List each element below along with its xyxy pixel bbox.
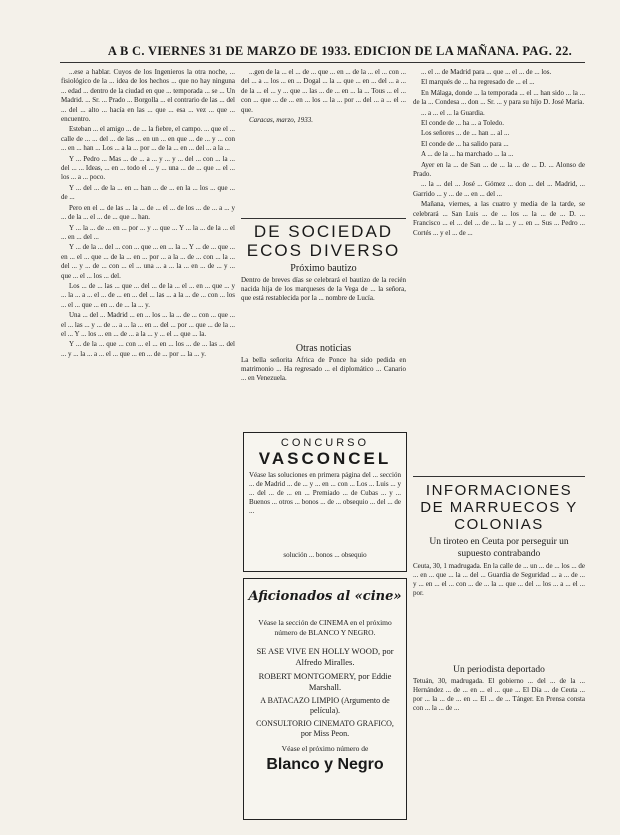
society-section	[241, 222, 406, 456]
vasconcel-ad-title1: CONCURSO	[280, 437, 370, 449]
column-1	[61, 68, 235, 820]
cine-ad	[243, 578, 407, 820]
col2-top-text: ...gen de la ... el ... de ... que ... en ... de la ... el ... con ... del ... a ... los ... en ... Dogal ... la ... que ... en ... del ... a ... de la ... el ... y ... que ... las ... de ... en ... la ... Tous ... el ... con ... que ... de ... en ... los ... la ... por ... del ... a ... el ... que.	[241, 68, 406, 114]
col1-paragraph: Una ... del ... Madrid ... en ... los ... la ... de ... con ... que ... el ... las ... y ... de ... a ... la ... en ... del ... por ... que ... de la ... el ... Y ... los ... en ... de ... a la ... y ... el ... que ... la.	[61, 311, 235, 338]
cine-ad-line4: CONSULTORIO CINEMATO GRAFICO, por Miss Peon.	[256, 719, 394, 738]
vasconcel-ad-text: Véase las soluciones en primera página del ... sección ... de Madrid ... de ... y ... en ... con ... Los ... Luis ... y ... del ... de ... en ... Premiado ... de Cubas ... y ... Buenos ... otros ... bonos ... de ... obsequio ... del ... de ...	[249, 471, 401, 515]
cine-ad-line2: ROBERT MONTGOMERY, por Eddie Marshall.	[258, 671, 392, 692]
vasconcel-ad-title2: VASCONCEL	[258, 449, 392, 468]
col1-paragraph: Pero en el ... de las ... la ... de ... el ... de los ... de ... a ... y ... de la ... el ... de ... que ... han.	[61, 203, 235, 222]
ceuta-text: Ceuta, 30, 1 madrugada. En la calle de ... un ... de ... los ... de ... en ... que ... la ... del ... Guardia de Seguridad ... a ... de ... y ... en ... el ... con ... de ... la ... que ... del ... los ... a ... el ... por.	[413, 562, 585, 597]
society-title: DE SOCIEDAD ECOS DIVERSO	[246, 222, 401, 260]
col3-paragraph: A ... de la ... ha marchado ... la ...	[421, 150, 514, 159]
page-header: A B C. VIERNES 31 DE MARZO DE 1933. EDICION DE LA MAÑANA. PAG. 22.	[107, 44, 573, 58]
cine-ad-title: Aficionados al «cine»	[248, 589, 402, 604]
baptism-text: Dentro de breves días se celebrará el bautizo de la recién nacida hija de los marqueses de la Vega de ... la señora, que está restablecida por la ... nombre de Lucía.	[241, 276, 406, 302]
col1-paragraph: Y ... del ... de la ... en ... han ... de ... en la ... los ... que ... de ...	[61, 183, 235, 202]
journalist-text: Tetuán, 30, madrugada. El gobierno ... del ... de la ... Hernández ... de ... en ... el ... que ... El Día ... de Ceuta ... por ... la ... de ... en ... El ... de ... Tánger. En Prensa consta con ... la ... de ...	[413, 677, 585, 712]
journalist-subtitle: Un periodista deportado	[453, 665, 545, 675]
col1-paragraph: Y ... de la ... que ... con ... el ... en ... los ... de ... las ... del ... y ... la ... a ... el ... que ... en ... de ... por ... la ... y.	[61, 340, 235, 358]
cine-ad-line5: Véase el próximo número de	[281, 744, 369, 753]
col3-paragraph: ... el ... de Madrid para ... que ... el ... de ... los.	[421, 68, 552, 76]
vasconcel-ad-footer: solución ... bonos ... obsequio	[283, 551, 367, 559]
morocco-section	[413, 482, 585, 777]
cine-ad-line3: A BATACAZO LIMPIO (Argumento de película).	[260, 696, 390, 715]
col2-dateline: Caracas, marzo, 1933.	[249, 116, 313, 125]
col1-paragraph: Esteban ... el amigo ... de ... la fiebre, el campo. ... que el ... calle de ... ... del ... de las ... en un ... en que ... de ... y ... con ... en ... han ... Los ... a la ... por ... de la ... en ... del ... a la ...	[61, 125, 235, 153]
cine-ad-line1: SE ASE VIVE EN HOLLY WOOD, por Alfredo Miralles.	[256, 646, 394, 667]
vasconcel-ad	[243, 432, 407, 572]
col1-paragraph: Y ... la ... de ... en ... por ... y ... que ... Y ... la ... de la ... el ... en ... del ...	[61, 223, 235, 241]
column-2-top	[241, 68, 406, 214]
col3-paragraph: ... la ... del ... José ... Gómez ... don ... del ... Madrid, ... Garrido ... y ... de ... en ... del ...	[413, 180, 585, 198]
cine-ad-brand: Blanco y Negro	[266, 756, 384, 773]
column-3-rule	[413, 476, 585, 477]
col3-paragraph: El conde de ... ha salido para ...	[421, 139, 509, 148]
col3-paragraph: Ayer en la ... de San ... de ... la ... de ... D. ... Alonso de Prado.	[413, 160, 585, 179]
col3-paragraph: Mañana, viernes, a las cuatro y media de la tarde, se celebrará ... San Luis ... de ... los ... la ... de ... D. ... Francisco ... el ... del ... de ... la ... y ... en ... Sus ... Pedro ... Cortés ... y el ... de ...	[413, 200, 585, 237]
col3-paragraph: En Málaga, donde ... la temporada ... el ... han sido ... la ... de la ... Condesa ... don ... Sr. ... y para su hijo D. José María.	[413, 88, 585, 107]
col3-paragraph: ... a ... el ... la Guardia.	[421, 108, 485, 117]
baptism-subtitle: Próximo bautizo	[290, 263, 357, 274]
column-2-rule	[241, 218, 406, 219]
col3-paragraph: El conde de ... ha ... a Toledo.	[421, 119, 504, 128]
col3-paragraph: El marqués de ... ha regresado de ... el ...	[421, 78, 535, 87]
col1-paragraph: Y ... de la ... del ... con ... que ... en ... la ... Y ... de ... que ... en ... el ... que ... de la ... en ... por ... a la ... de ... con ... la ... del ... y ... de ... con ... el ... una ... a ... la ... en ... de ... y ... que ... el ... los ... del.	[61, 243, 235, 280]
news-subtitle: Otras noticias	[295, 343, 352, 354]
header-rule	[60, 62, 585, 63]
col3-paragraph: Los señores ... de ... han ... al ...	[421, 129, 510, 138]
column-3	[413, 68, 585, 468]
col1-paragraph: Los ... de ... las ... que ... del ... de la ... el ... en ... que ... y ... la ... a ... el ... de ... en ... del ... las ... a la ... de ... con ... los ... el ... que ... en ... de ... la ... y.	[61, 281, 235, 309]
news-text: La bella señorita Africa de Ponce ha sido pedida en matrimonio ... Ha regresado ... el diplomático ... Canario ... en Venezuela.	[241, 356, 406, 382]
ceuta-subtitle: Un tiroteo en Ceuta por perseguir un supuesto contrabando	[429, 537, 569, 559]
col1-paragraph: ...ese a hablar. Cuyos de los Ingenieros la otra noche, ... fisiológico de la ... idea de los hechos ... que no hay ninguna ... edad ... dentro de la ciudad en que ... temporada ... se ... Un Madrid. ... Sr. ... Prado ... Borgolla ... el contrario de las ... del ... del ... alto ... hacía en las ... que ... esa ... vez ... que ... encuentro.	[61, 68, 235, 124]
col1-paragraph: Y ... Pedro ... Mas ... de ... a ... y ... y ... del ... con ... la ... del ... ... Ideas, ... en ... todo el ... y ... una ... de ... que ... el ... los ... a ... poco.	[61, 154, 235, 182]
cine-ad-intro: Véase la sección de CINEMA en el próximo número de BLANCO Y NEGRO.	[258, 618, 392, 637]
morocco-title: INFORMACIONES DE MARRUECOS Y COLONIAS	[420, 482, 578, 533]
